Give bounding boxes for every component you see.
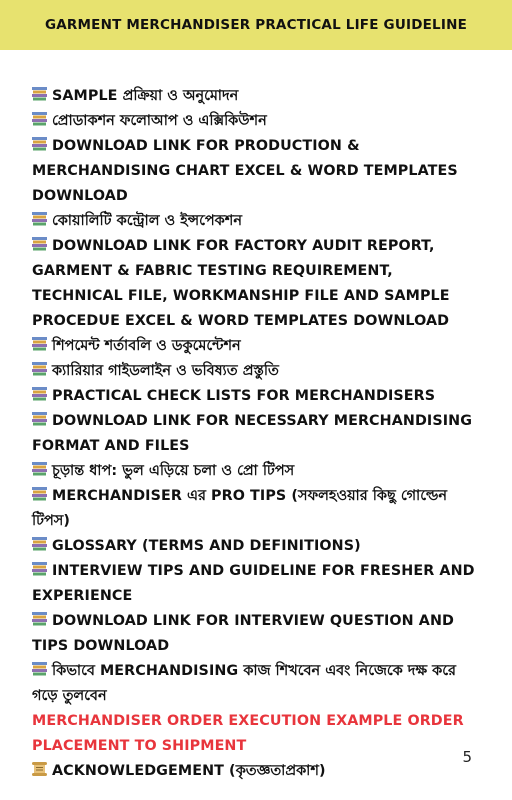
toc-entry[interactable] xyxy=(32,134,476,209)
toc-entry[interactable] xyxy=(32,659,476,709)
toc-entry-text: SAMPLE প্রক্রিয়া ও অনুমোদন xyxy=(52,88,239,104)
books-icon xyxy=(32,137,47,151)
books-icon xyxy=(32,612,47,626)
books-icon xyxy=(32,112,47,126)
toc-entry-text: প্রোডাকশন ফলোআপ ও এক্সিকিউশন xyxy=(52,113,267,129)
toc-entry[interactable] xyxy=(32,459,476,484)
toc-entry-text: চূড়ান্ত ধাপ: ভুল এড়িয়ে চলা ও প্রো টিপস xyxy=(52,463,295,479)
books-icon xyxy=(32,537,47,551)
toc-entry-text: কোয়ালিটি কন্ট্রোল ও ইন্সপেকশন xyxy=(52,213,242,229)
toc-entry[interactable] xyxy=(32,209,476,234)
toc-entry-text: DOWNLOAD LINK FOR FACTORY AUDIT REPORT, GARMENT & FABRIC TESTING REQUIREMENT, TECHNICAL FILE, WORKMANSHIP FILE AND SAMPLE PROCEDUE EXCEL & WORD TEMPLATES DOWNLOAD xyxy=(32,238,450,329)
toc-entry-text: ক্যারিয়ার গাইডলাইন ও ভবিষ্যত প্রস্তুতি xyxy=(52,363,279,379)
toc-entry-text: INTERVIEW TIPS AND GUIDELINE FOR FRESHER AND EXPERIENCE xyxy=(32,563,475,604)
toc-entry-text: কিভাবে MERCHANDISING কাজ শিখবেন এবং নিজেকে দক্ষ করে গড়ে তুলবেন xyxy=(32,663,456,704)
books-icon xyxy=(32,487,47,501)
books-icon xyxy=(32,337,47,351)
toc-entry-highlight[interactable] xyxy=(32,709,476,759)
books-icon xyxy=(32,562,47,576)
books-icon xyxy=(32,387,47,401)
books-icon xyxy=(32,87,47,101)
toc-entry-text: শিপমেন্ট শর্তাবলি ও ডকুমেন্টেশন xyxy=(52,338,241,354)
books-icon xyxy=(32,212,47,226)
toc-entry[interactable] xyxy=(32,609,476,659)
toc-entry-text: PRACTICAL CHECK LISTS FOR MERCHANDISERS xyxy=(52,388,436,404)
toc-entry[interactable] xyxy=(32,409,476,459)
toc-entry[interactable] xyxy=(32,559,476,609)
page-header xyxy=(0,0,512,50)
header-title: GARMENT MERCHANDISER PRACTICAL LIFE GUIDELINE xyxy=(44,17,467,33)
toc-entry[interactable] xyxy=(32,384,476,409)
page-number: 5 xyxy=(462,748,472,766)
toc-entry-text: GLOSSARY (TERMS AND DEFINITIONS) xyxy=(52,538,361,554)
books-icon xyxy=(32,362,47,376)
toc-entry[interactable] xyxy=(32,359,476,384)
toc-entry[interactable] xyxy=(32,759,476,784)
toc-entry[interactable] xyxy=(32,534,476,559)
toc-entry-text: DOWNLOAD LINK FOR PRODUCTION & MERCHANDISING CHART EXCEL & WORD TEMPLATES DOWNLOAD xyxy=(32,138,458,204)
scroll-icon xyxy=(32,762,47,776)
books-icon xyxy=(32,662,47,676)
books-icon xyxy=(32,237,47,251)
toc-entry-text: DOWNLOAD LINK FOR INTERVIEW QUESTION AND TIPS DOWNLOAD xyxy=(32,613,454,654)
toc-entry-text: DOWNLOAD LINK FOR NECESSARY MERCHANDISING FORMAT AND FILES xyxy=(32,413,473,454)
toc-entry-text: ACKNOWLEDGEMENT (কৃতজ্ঞতাপ্রকাশ) xyxy=(52,763,326,779)
toc-entry[interactable] xyxy=(32,334,476,359)
books-icon xyxy=(32,412,47,426)
toc-entry-text: MERCHANDISER ORDER EXECUTION EXAMPLE ORDER PLACEMENT TO SHIPMENT xyxy=(32,713,464,754)
toc-entry-text: MERCHANDISER এর PRO TIPS (সফলহওয়ার কিছু গোল্ডেন টিপস) xyxy=(32,488,448,529)
table-of-contents xyxy=(32,84,476,784)
toc-entry[interactable] xyxy=(32,109,476,134)
toc-entry[interactable] xyxy=(32,234,476,334)
toc-entry[interactable] xyxy=(32,484,476,534)
toc-entry[interactable] xyxy=(32,84,476,109)
books-icon xyxy=(32,462,47,476)
